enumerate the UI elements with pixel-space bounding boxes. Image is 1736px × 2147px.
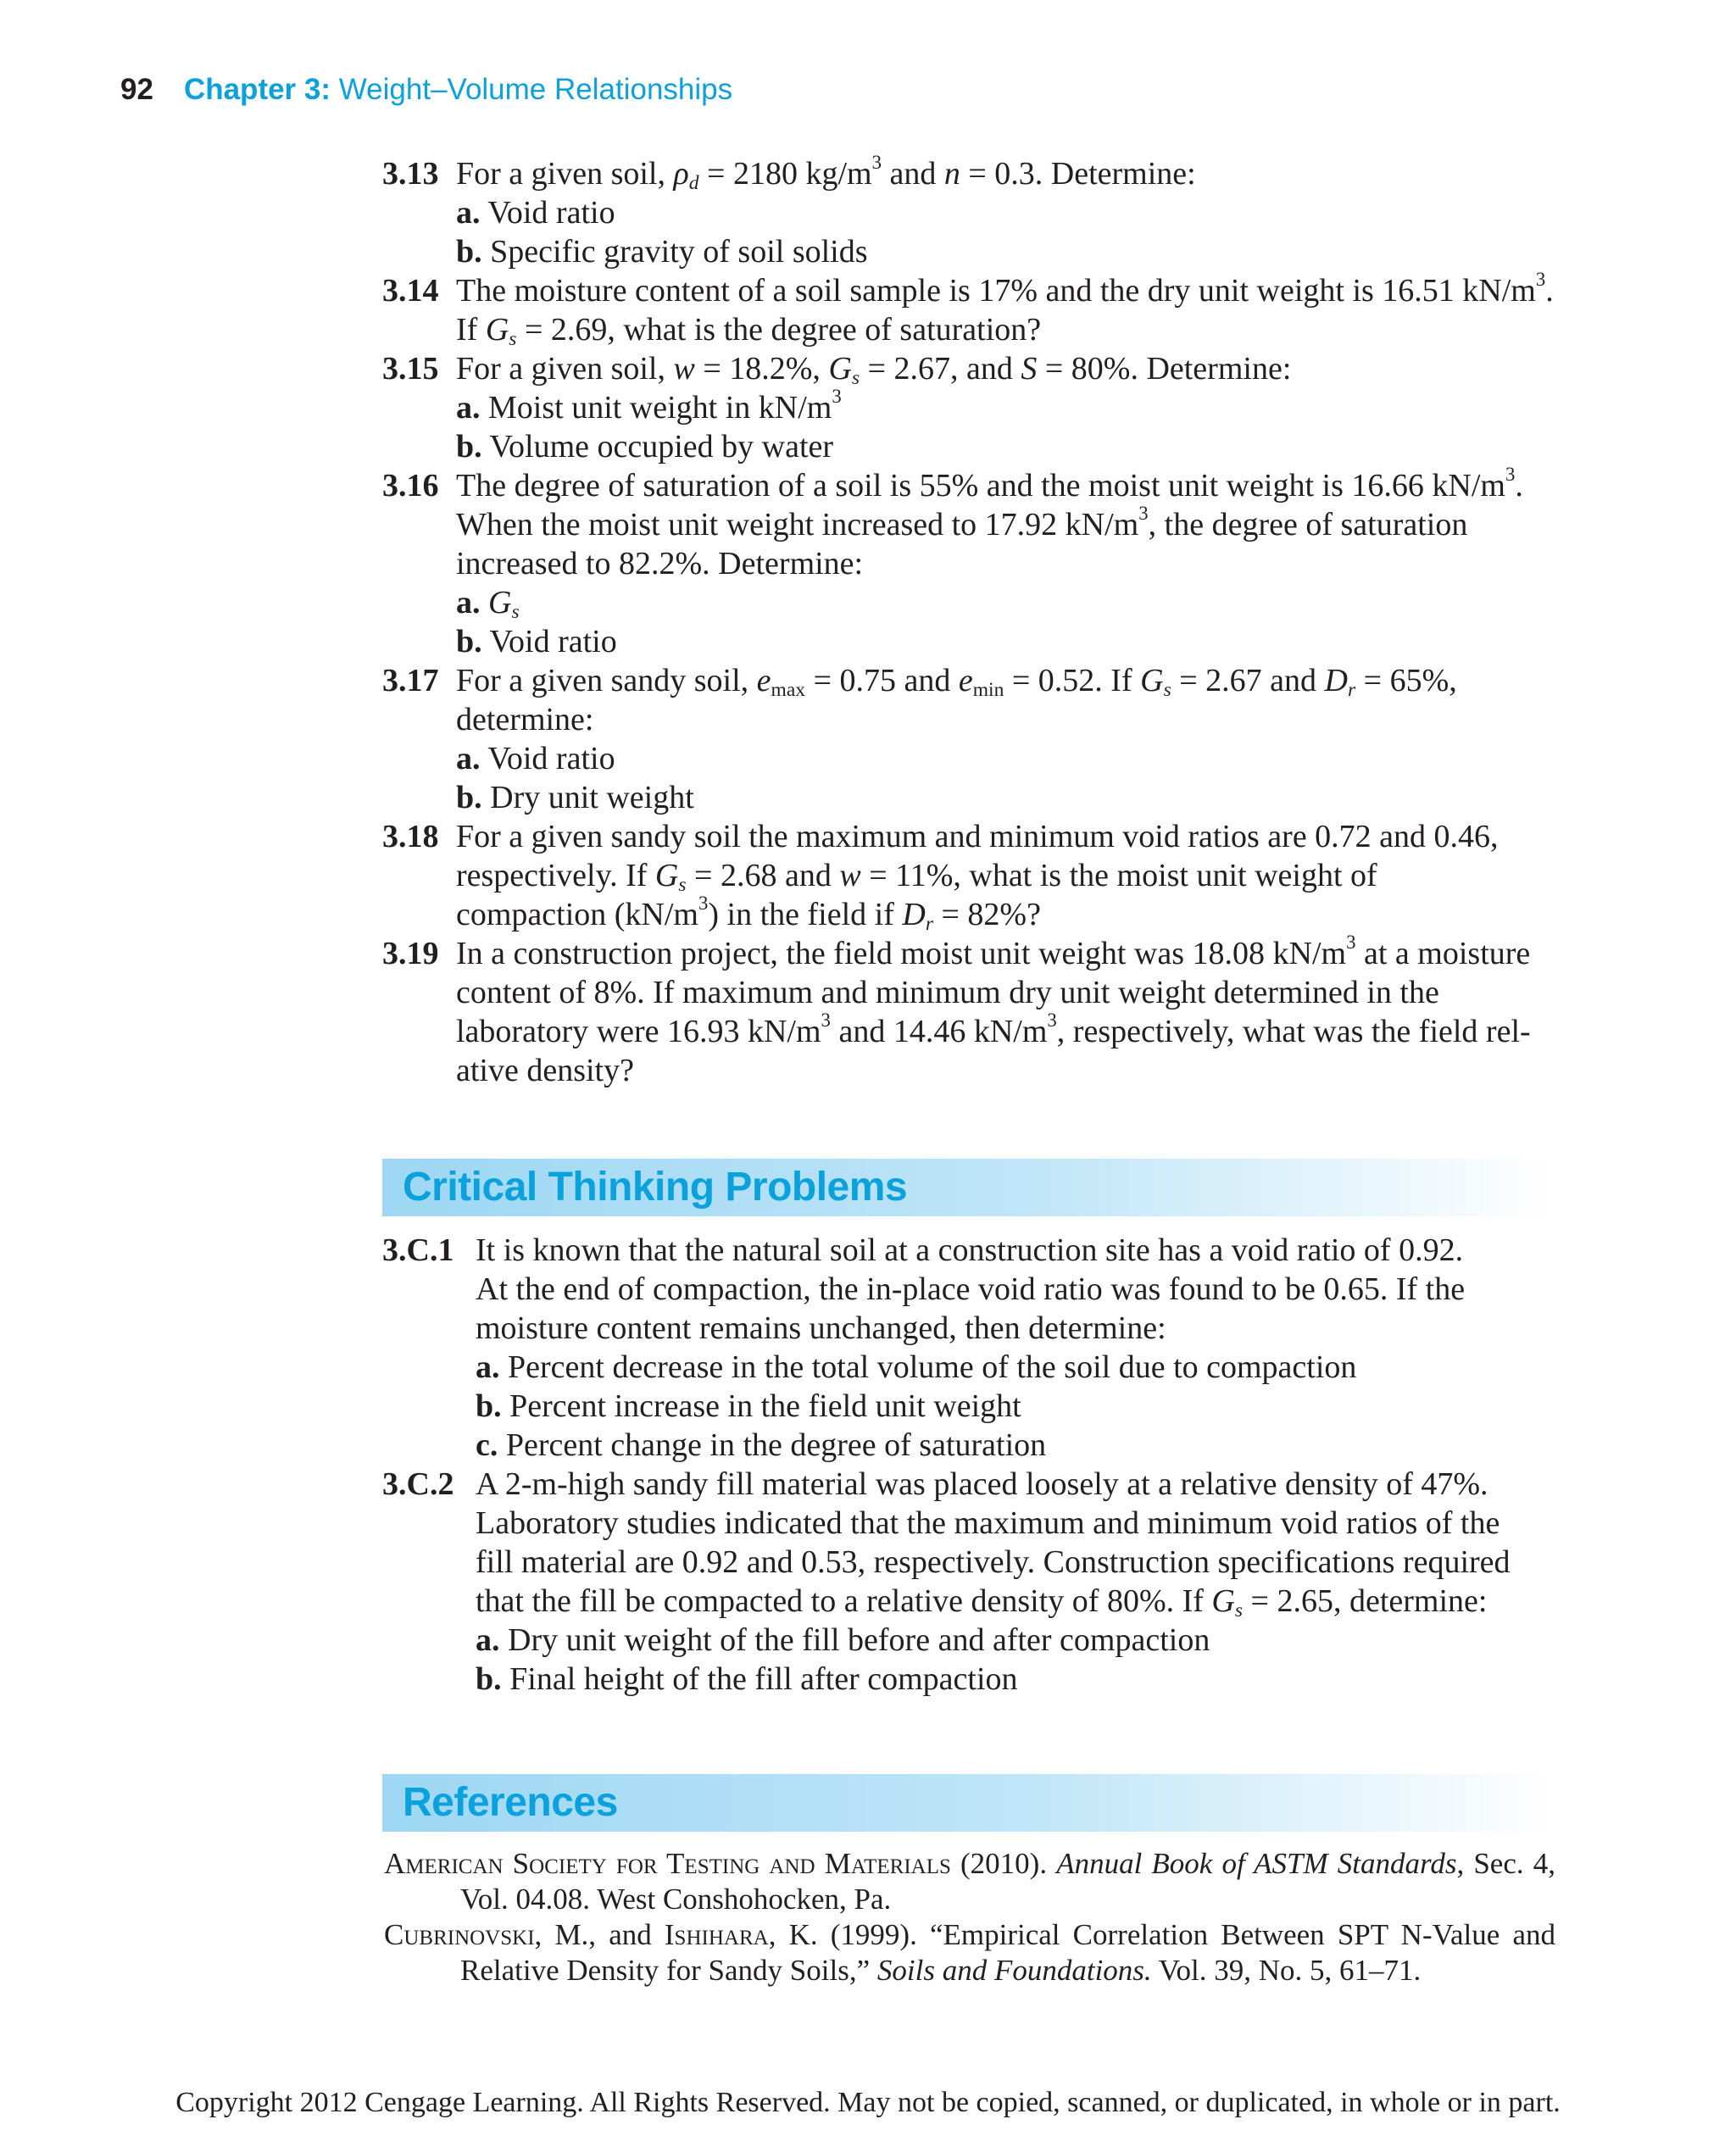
problem-statement: If $G_s = 2.69$, what is the degree of saturation? bbox=[456, 312, 1042, 350]
problem-statement: content of 8%. If maximum and minimum dry unit weight determined in the bbox=[456, 975, 1439, 1010]
subpart-a: a. Percent decrease in the total volume of the soil due to compaction bbox=[476, 1349, 1357, 1385]
problem-number: 3.15 bbox=[382, 351, 439, 387]
problem-statement: For a given sandy soil, $e_{max} = 0.75$ and $e_{min} = 0.52$. If $G_s = 2.67$ and $D_r = 65\%$, bbox=[456, 663, 1457, 701]
running-header bbox=[120, 73, 732, 107]
subpart-b: b. Dry unit weight bbox=[456, 780, 694, 815]
page-number: 92 bbox=[120, 73, 153, 106]
problem-statement: determine: bbox=[456, 702, 594, 737]
problem-statement: that the fill be compacted to a relative density of 80%. If $G_s = 2.65$, determine: bbox=[476, 1583, 1488, 1621]
section-heading-references bbox=[382, 1774, 1552, 1832]
problem-statement: fill material are 0.92 and 0.53, respectively. Construction specifications required bbox=[476, 1544, 1511, 1580]
reference-entry: Cubrinovski, M., and Ishihara, K. (1999). “Empirical Correlation Between SPT N-Value and Relative Density for Sandy Soils,” Soils and Foundations. Vol. 39, No. 5, 61–71. bbox=[384, 1918, 1555, 1987]
problem-number: 3.17 bbox=[382, 663, 439, 698]
problem-number: 3.13 bbox=[382, 156, 439, 192]
problem-statement: It is known that the natural soil at a construction site has a void ratio of 0.92. bbox=[476, 1232, 1464, 1268]
problem-number: 3.C.2 bbox=[382, 1466, 454, 1502]
problem-number: 3.16 bbox=[382, 468, 439, 503]
problem-statement: For a given soil, w = 18.2%, $G_s = 2.67$, and S = 80%. Determine: bbox=[456, 351, 1292, 389]
subpart-b: b. Percent increase in the field unit weight bbox=[476, 1388, 1021, 1424]
problem-number: 3.C.1 bbox=[382, 1232, 454, 1268]
reference-entry: American Society for Testing and Materials (2010). Annual Book of ASTM Standards, Sec. 4, Vol. 04.08. West Conshohocken, Pa. bbox=[384, 1847, 1555, 1916]
problem-statement: The moisture content of a soil sample is 17% and the dry unit weight is 16.51 $kN/m^3$. bbox=[456, 268, 1554, 309]
subpart-b: b. Volume occupied by water bbox=[456, 429, 834, 464]
problem-statement: The degree of saturation of a soil is 55% and the moist unit weight is 16.66 $kN/m^3$. bbox=[456, 463, 1523, 503]
problem-number: 3.18 bbox=[382, 819, 439, 854]
problem-statement: moisture content remains unchanged, then determine: bbox=[476, 1310, 1166, 1346]
section-title: References bbox=[403, 1780, 618, 1825]
problem-statement: Laboratory studies indicated that the maximum and minimum void ratios of the bbox=[476, 1505, 1500, 1541]
problem-statement: At the end of compaction, the in-place void ratio was found to be 0.65. If the bbox=[476, 1271, 1466, 1307]
problem-statement: respectively. If $G_s = 2.68$ and w = 11%, what is the moist unit weight of bbox=[456, 858, 1377, 896]
section-heading-critical-thinking bbox=[382, 1159, 1552, 1216]
subpart-a: a. $G_s$ bbox=[456, 585, 520, 623]
problem-number: 3.19 bbox=[382, 936, 439, 971]
subpart-a: a. Moist unit weight in $kN/m^3$ bbox=[456, 385, 842, 426]
problem-statement: increased to 82.2%. Determine: bbox=[456, 546, 864, 581]
problem-statement: When the moist unit weight increased to 17.92 $kN/m^3$, the degree of saturation bbox=[456, 502, 1468, 542]
problem-statement: A 2-m-high sandy fill material was placed loosely at a relative density of 47%. bbox=[476, 1466, 1488, 1502]
problem-number: 3.14 bbox=[382, 273, 439, 309]
problem-statement: In a construction project, the field moist unit weight was 18.08 $kN/m^3$ at a moisture bbox=[456, 931, 1531, 971]
problem-statement: For a given sandy soil the maximum and minimum void ratios are 0.72 and 0.46, bbox=[456, 819, 1499, 854]
subpart-b: b. Void ratio bbox=[456, 624, 617, 659]
copyright-notice: Copyright 2012 Cengage Learning. All Rights Reserved. May not be copied, scanned, or duplicated, in whole or in part. bbox=[175, 2087, 1561, 2118]
subpart-c: c. Percent change in the degree of saturation bbox=[476, 1427, 1047, 1463]
subpart-a: a. Void ratio bbox=[456, 741, 615, 776]
section-title: Critical Thinking Problems bbox=[403, 1165, 908, 1210]
problem-statement: compaction $(kN/m^3)$ in the field if $D_r = 82\%$? bbox=[456, 892, 1041, 935]
subpart-a: a. Void ratio bbox=[456, 195, 615, 231]
chapter-title: Weight–Volume Relationships bbox=[338, 73, 733, 106]
subpart-a: a. Dry unit weight of the fill before and after compaction bbox=[476, 1622, 1210, 1658]
subpart-b: b. Specific gravity of soil solids bbox=[456, 234, 868, 270]
problem-statement: laboratory were 16.93 $kN/m^3$ and 14.46 $kN/m^3$, respectively, what was the field rel- bbox=[456, 1009, 1531, 1049]
subpart-b: b. Final height of the fill after compaction bbox=[476, 1661, 1018, 1697]
problem-statement: ative density? bbox=[456, 1053, 634, 1088]
chapter-label: Chapter 3: bbox=[183, 73, 331, 106]
problem-statement: For a given soil, $\rho_d = 2180$ $kg/m^3$ and n = 0.3. Determine: bbox=[456, 151, 1196, 194]
